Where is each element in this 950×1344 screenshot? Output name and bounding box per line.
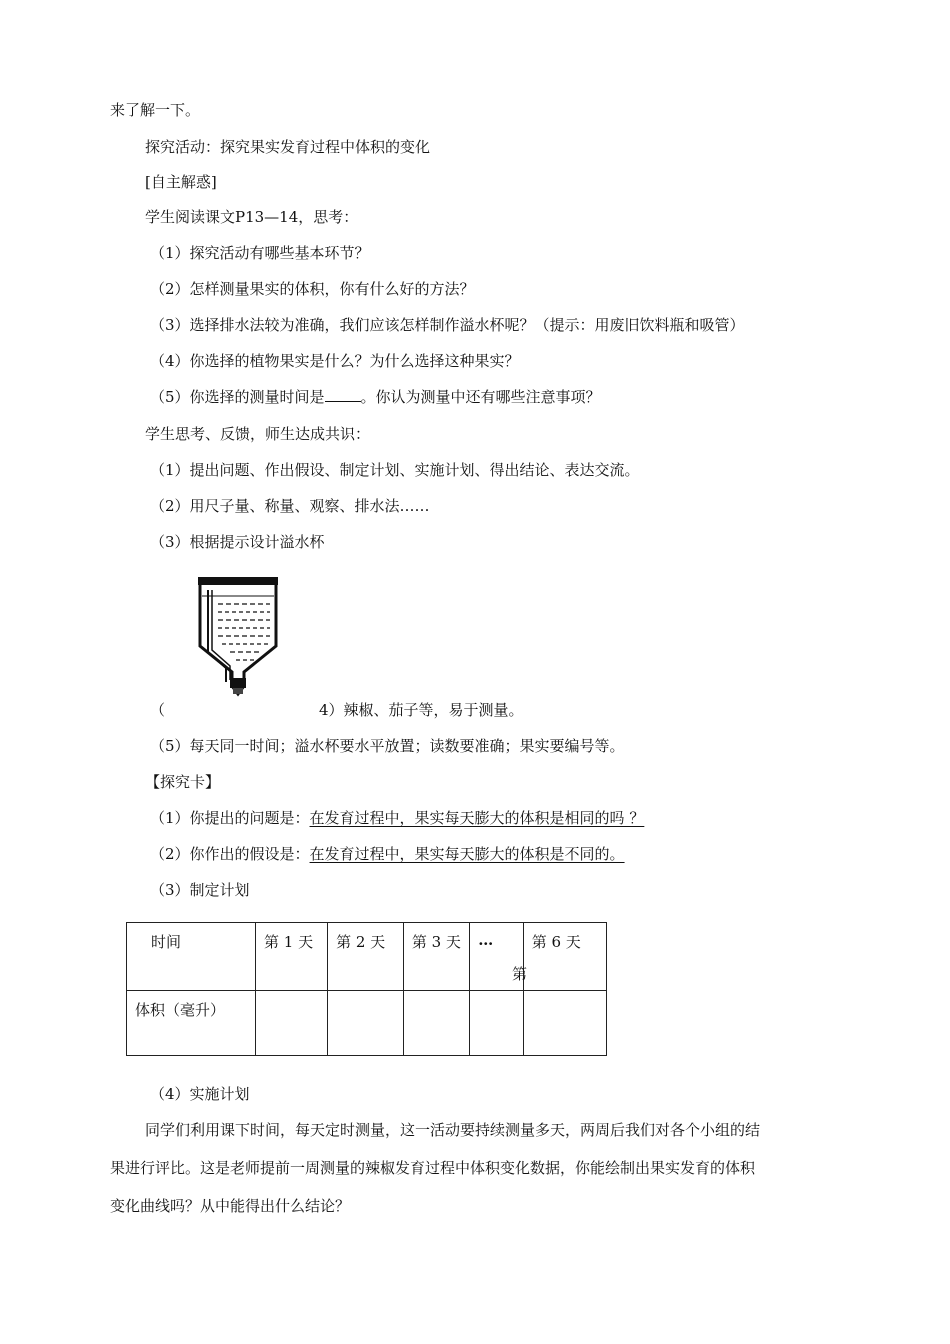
- intro-end-text: 来了解一下。: [110, 101, 201, 119]
- answer-5: （5）每天同一时间；溢水杯要水平放置；读数要准确；果实要编号等。: [150, 737, 625, 755]
- card-question-label: （1）你提出的问题是：: [150, 809, 310, 827]
- self-study-label: [自主解惑]: [145, 173, 217, 191]
- question-5: [150, 387, 601, 407]
- volume-cell-day-2[interactable]: [328, 991, 404, 1056]
- question-1: （1）探究活动有哪些基本环节？: [150, 244, 370, 262]
- question-3: （3）选择排水法较为准确，我们应该怎样制作溢水杯呢？（提示：用废旧饮料瓶和吸管）: [150, 316, 745, 334]
- table-volume-row: [127, 991, 607, 1056]
- card-hypothesis-label: （2）你作出的假设是：: [150, 845, 310, 863]
- reading-prompt: 学生阅读课文P13—14，思考：: [145, 208, 359, 226]
- header-day-2: 第 2 天: [328, 923, 404, 991]
- answer-4: 4）辣椒、茄子等，易于测量。: [319, 701, 524, 719]
- table-stray-text: 第: [512, 965, 528, 983]
- table-header-row: [127, 923, 607, 991]
- card-title: 【探究卡】: [145, 773, 221, 791]
- answer-1: （1）提出问题、作出假设、制定计划、实施计划、得出结论、表达交流。: [150, 461, 640, 479]
- answer-3: （3）根据提示设计溢水杯: [150, 533, 325, 551]
- plan-table: [126, 922, 607, 1056]
- volume-cell-ellipsis[interactable]: [470, 991, 523, 1056]
- implement-label: （4）实施计划: [150, 1085, 250, 1103]
- header-day-3: 第 3 天: [403, 923, 469, 991]
- paragraph-line-2: 果进行评比。这是老师提前一周测量的辣椒发育过程中体积变化数据，你能绘制出果实发育的体积: [110, 1159, 756, 1177]
- overflow-cup-illustration: [192, 574, 284, 698]
- question-5-start: （5）你选择的测量时间是: [150, 388, 325, 406]
- card-question: [150, 808, 644, 828]
- card-question-value: 在发育过程中，果实每天膨大的体积是相同的吗 ？: [309, 809, 645, 827]
- header-ellipsis: …: [470, 923, 523, 991]
- paragraph-line-1: 同学们利用课下时间，每天定时测量，这一活动要持续测量多天，两周后我们对各个小组的结: [145, 1121, 761, 1139]
- paragraph-line-3: 变化曲线吗？从中能得出什么结论？: [110, 1197, 351, 1215]
- volume-cell-day-3[interactable]: [403, 991, 469, 1056]
- card-hypothesis-value: 在发育过程中，果实每天膨大的体积是不同的。: [309, 845, 625, 863]
- activity-title: 探究活动：探究果实发育过程中体积的变化: [145, 138, 431, 156]
- header-time: 时间: [127, 923, 256, 991]
- card-hypothesis: [150, 844, 625, 864]
- consensus-intro: 学生思考、反馈，师生达成共识：: [145, 425, 371, 443]
- question-4: （4）你选择的植物果实是什么？为什么选择这种果实？: [150, 352, 520, 370]
- row-label-volume: 体积（毫升）: [127, 991, 256, 1056]
- card-plan-label: （3）制定计划: [150, 881, 250, 899]
- volume-cell-day-6[interactable]: [523, 991, 606, 1056]
- answer-4-prefix: （: [150, 701, 166, 719]
- answer-2: （2）用尺子量、称量、观察、排水法……: [150, 497, 430, 515]
- answer-blank: [325, 387, 361, 402]
- header-day-6: 第 6 天: [523, 923, 606, 991]
- volume-cell-day-1[interactable]: [256, 991, 328, 1056]
- header-day-1: 第 1 天: [256, 923, 328, 991]
- question-2: （2）怎样测量果实的体积，你有什么好的方法？: [150, 280, 475, 298]
- question-5-end: 。你认为测量中还有哪些注意事项？: [360, 388, 601, 406]
